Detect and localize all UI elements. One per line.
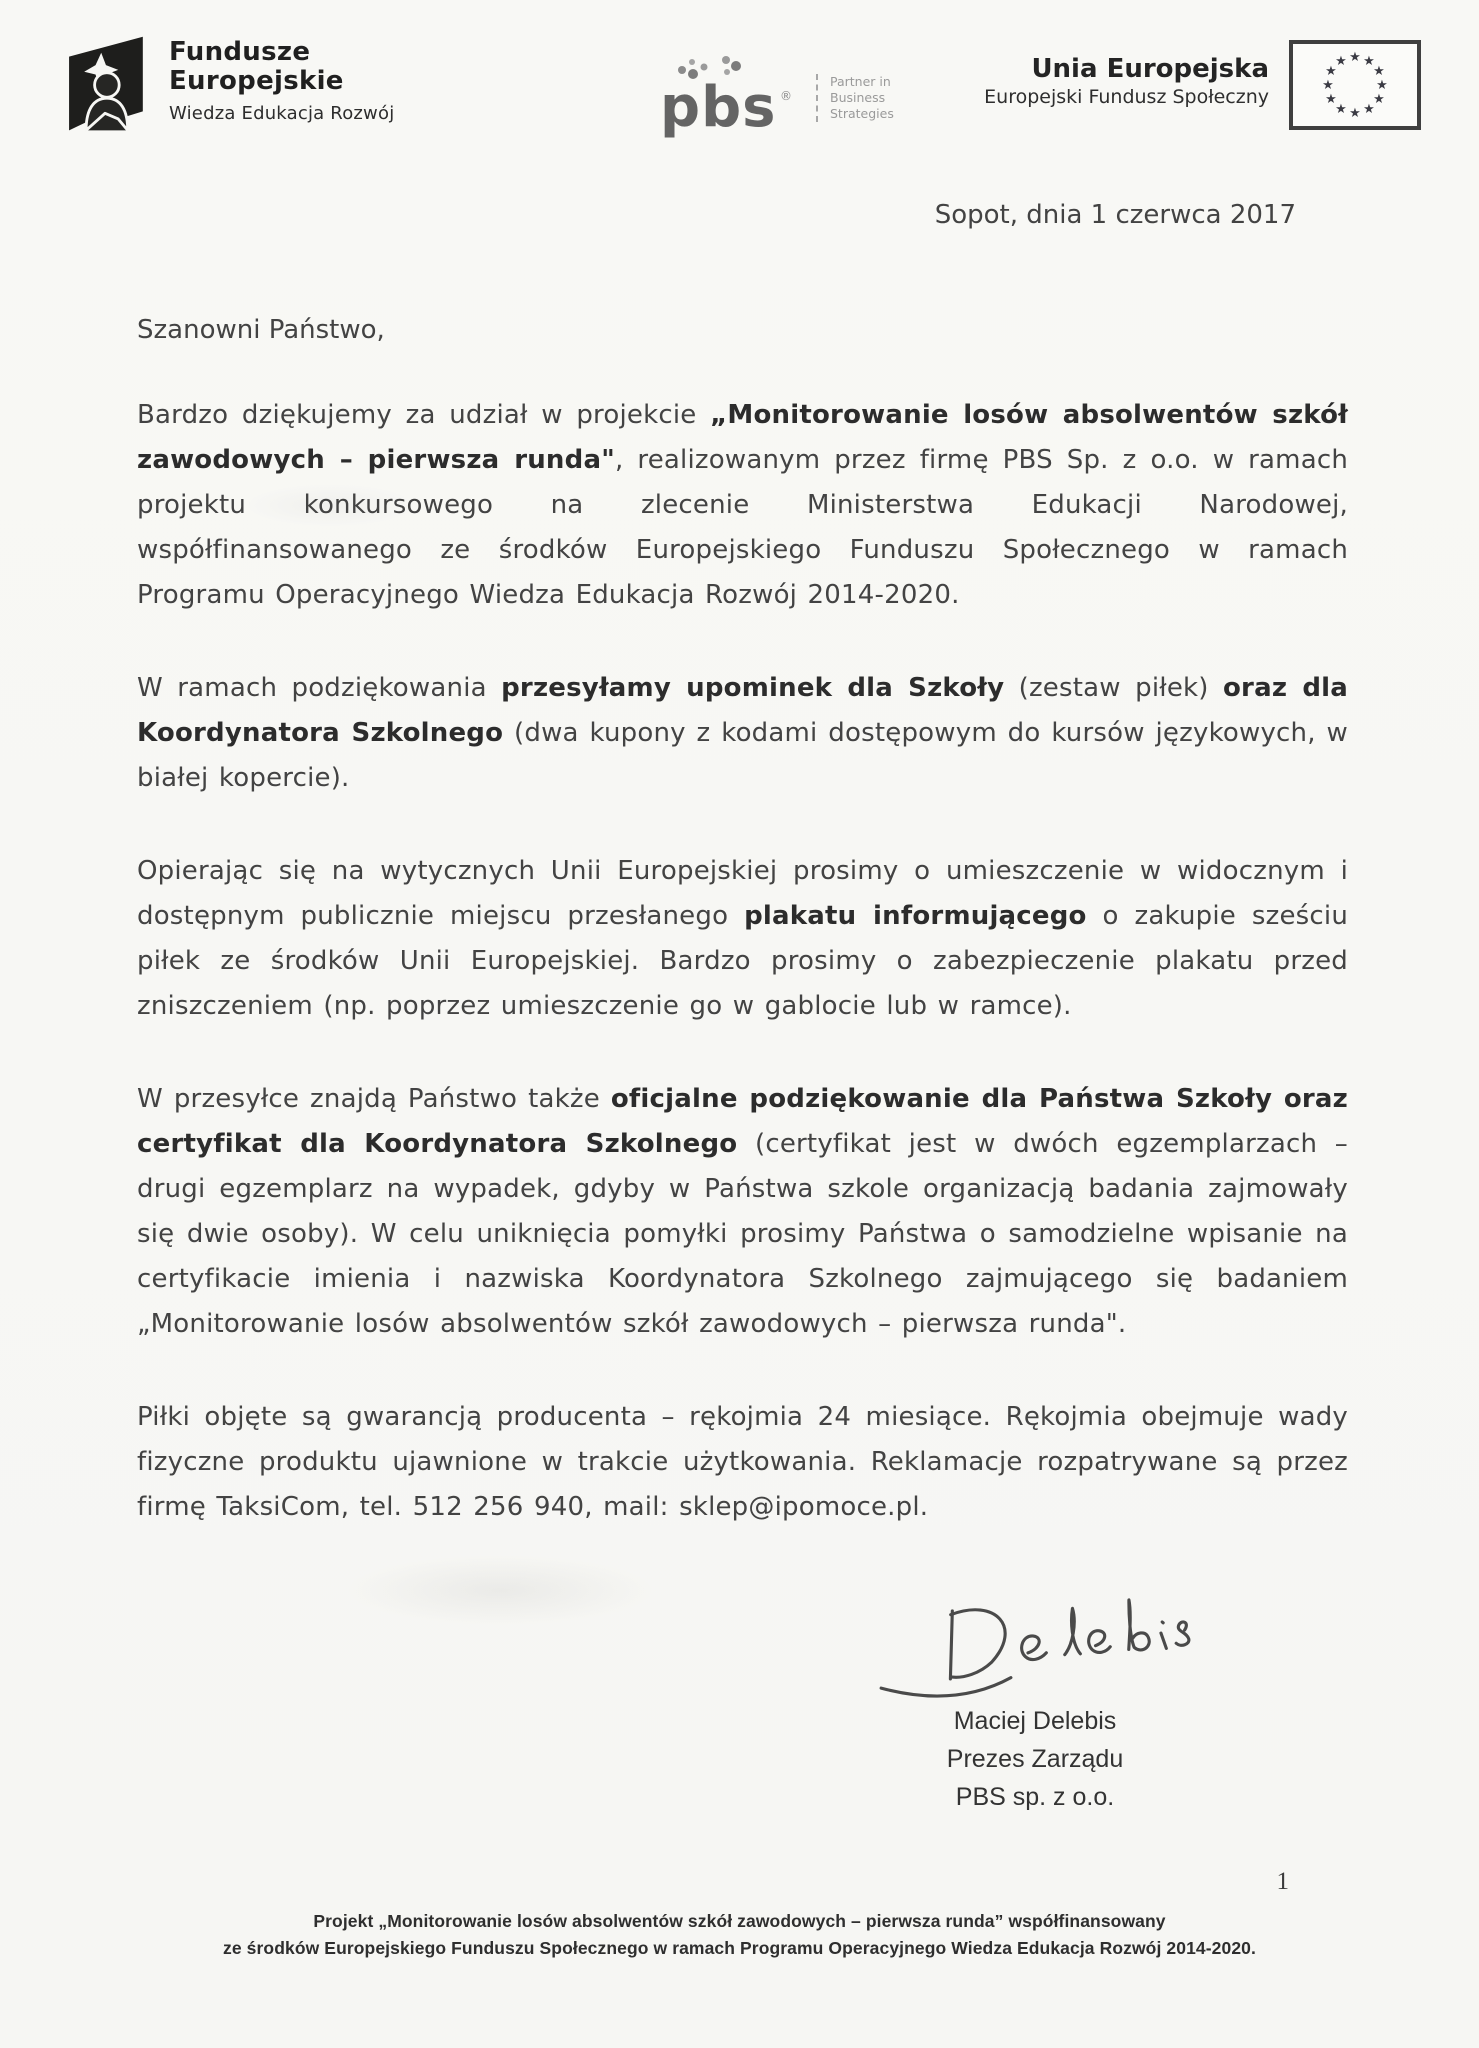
logo-title: Unia Europejska <box>1031 54 1269 84</box>
footer-line: ze środków Europejskiego Funduszu Społecznego w ramach Programu Operacyjnego Wiedza Edukacja Rozwój 2014-2020. <box>223 1938 1256 1958</box>
svg-text:★: ★ <box>1335 102 1347 117</box>
paragraph-poster: Opierając się na wytycznych Unii Europejskiej prosimy o umieszczenie w widocznym i dostępnym publicznie miejscu przesłanego plakatu informującego o zakupie sześciu piłek ze środków Unii Europejskiej. Bardzo prosimy o zabezpieczenie plakatu przed zniszczeniem (np. poprzez umieszczenie go w gablocie lub w ramce). <box>137 856 1348 1021</box>
pbs-tagline-line: Partner in <box>830 74 891 89</box>
logo-subtitle: Wiedza Edukacja Rozwój <box>169 103 395 124</box>
svg-text:★: ★ <box>1373 92 1385 107</box>
pbs-logo-icon <box>652 52 802 144</box>
svg-text:★: ★ <box>1322 78 1334 93</box>
svg-text:★: ★ <box>1349 106 1361 121</box>
logo-subtitle: Europejski Fundusz Społeczny <box>984 86 1269 108</box>
paragraph-project-thanks: Bardzo dziękujemy za udział w projekcie „Monitorowanie losów absolwentów szkół zawodowych – pierwsza runda", realizowanym przez firmę PBS Sp. z o.o. w ramach projektu konkursowego na zlecenie Ministerstwa Edukacji Narodowej, współfinansowanego ze środków Europejskiego Funduszu Społecznego w ramach Programu Operacyjnego Wiedza Edukacja Rozwój 2014-2020. <box>137 400 1348 610</box>
svg-text:★: ★ <box>1376 78 1388 93</box>
salutation: Szanowni Państwo, <box>137 315 385 345</box>
date-line: Sopot, dnia 1 czerwca 2017 <box>934 200 1296 230</box>
svg-text:®: ® <box>780 89 792 103</box>
page-number: 1 <box>1276 1868 1289 1895</box>
paragraph-certificate: W przesyłce znajdą Państwo także oficjalne podziękowanie dla Państwa Szkoły oraz certyfikat dla Koordynatora Szkolnego (certyfikat jest w dwóch egzemplarzach – drugi egzemplarz na wypadek, gdyby w Państwa szkole organizacją badania zajmowały się dwie osoby). W celu uniknięcia pomyłki prosimy Państwa o samodzielne wpisanie na certyfikacie imienia i nazwiska Koordynatora Szkolnego zajmującego się badaniem „Monitorowanie losów absolwentów szkół zawodowych – pierwsza runda". <box>137 1084 1348 1339</box>
pbs-logo <box>652 52 894 144</box>
eu-funds-flag-icon <box>57 32 153 136</box>
pbs-tagline-line: Strategies <box>830 106 894 121</box>
svg-text:★: ★ <box>1325 64 1337 79</box>
logo-title: Europejskie <box>169 66 344 96</box>
signatory-company: PBS sp. z o.o. <box>955 1783 1115 1811</box>
pbs-tagline-line: Business <box>830 90 886 105</box>
svg-text:★: ★ <box>1363 102 1375 117</box>
signatory-name: Maciej Delebis <box>953 1707 1117 1735</box>
handwritten-signature-icon <box>867 1579 1203 1714</box>
svg-text:★: ★ <box>1335 54 1347 69</box>
paragraph-warranty: Piłki objęte są gwarancją producenta – rękojmia 24 miesiące. Rękojmia obejmuje wady fizyczne produktu ujawnione w trakcie użytkowania. Reklamacje rozpatrywane są przez firmę TaksiCom, tel. 512 256 940, mail: sklep@ipomoce.pl. <box>137 1402 1348 1522</box>
eu-flag-icon <box>1289 40 1421 130</box>
letterhead <box>0 0 1479 150</box>
footer-line: Projekt „Monitorowanie losów absolwentów szkół zawodowych – pierwsza runda” współfinansowany <box>313 1911 1166 1931</box>
unia-europejska-logo <box>984 40 1421 130</box>
svg-text:★: ★ <box>1373 64 1385 79</box>
paragraph-gift: W ramach podziękowania przesyłamy upominek dla Szkoły (zestaw piłek) oraz dla Koordynatora Szkolnego (dwa kupony z kodami dostępowym do kursów językowych, w białej kopercie). <box>137 673 1348 793</box>
letter-body <box>0 200 1479 1816</box>
eu-funds-logo-text <box>169 32 394 124</box>
svg-text:★: ★ <box>1363 54 1375 69</box>
footer-project-note <box>0 1908 1479 1962</box>
svg-text:★: ★ <box>1349 50 1361 65</box>
svg-text:★: ★ <box>1325 92 1337 107</box>
eu-logo-text <box>984 54 1269 116</box>
signatory-role: Prezes Zarządu <box>946 1745 1124 1773</box>
logo-title: Fundusze <box>169 37 311 67</box>
svg-text:pbs: pbs <box>660 75 777 140</box>
pbs-tagline <box>816 74 894 122</box>
fundusze-europejskie-logo <box>57 32 394 136</box>
signature-block <box>870 1588 1200 1816</box>
